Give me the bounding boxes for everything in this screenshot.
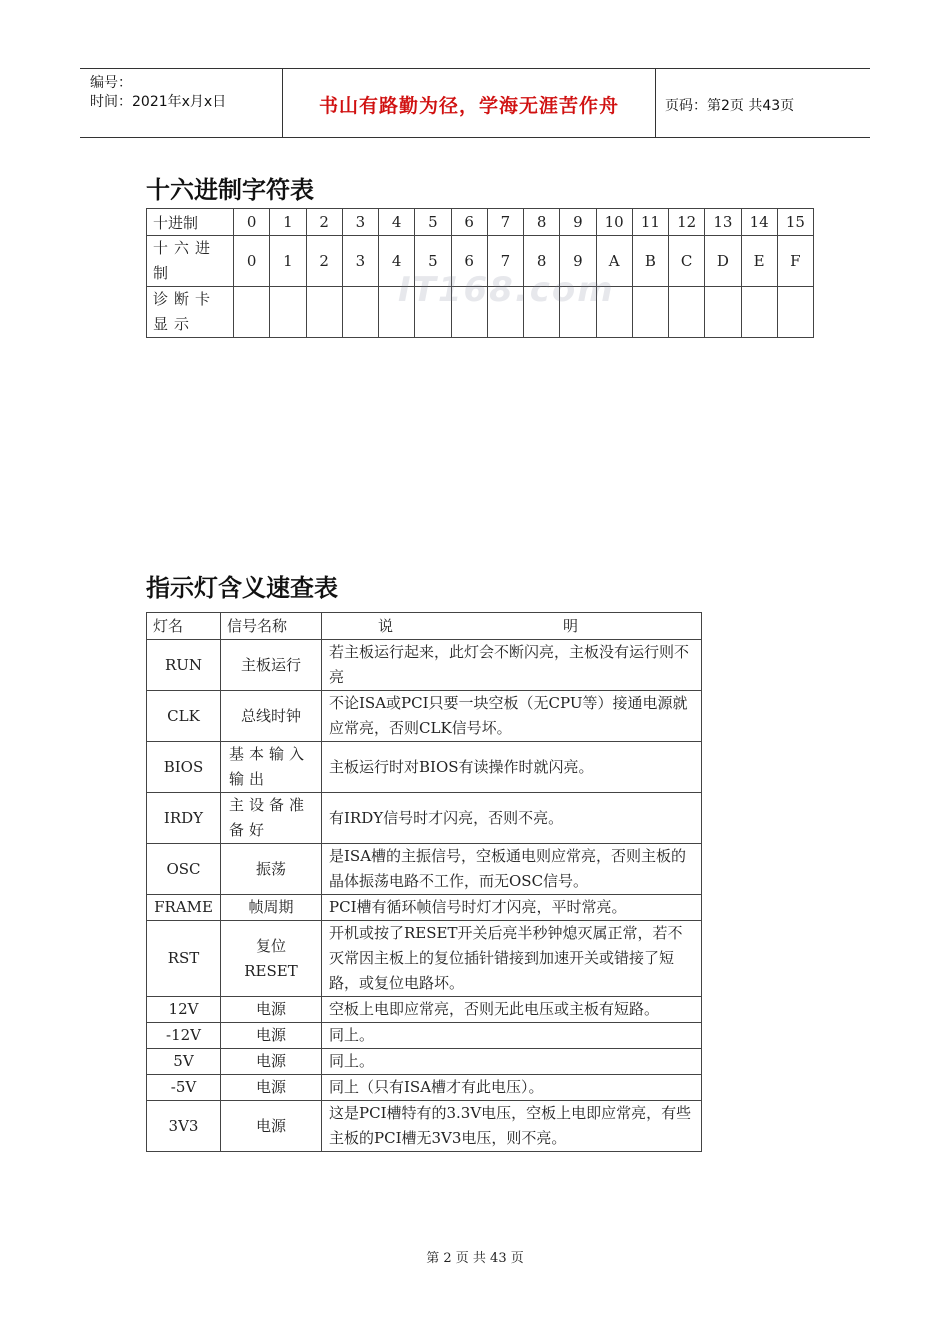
hex-table-title: 十六进制字符表	[146, 176, 314, 204]
led-desc: 是ISA槽的主振信号，空板通电则应常亮，否则主板的晶体振荡电路不工作，而无OSC信号。	[322, 844, 702, 895]
hex-cell: 9	[560, 236, 596, 287]
hex-cell: 5	[415, 236, 451, 287]
led-name: 5V	[147, 1049, 221, 1075]
led-signal: 电源	[221, 1101, 322, 1152]
hex-cell: 1	[270, 209, 306, 236]
led-signal: 主设备准备好	[221, 793, 322, 844]
led-row	[147, 921, 702, 997]
hex-cell: F	[777, 236, 813, 287]
led-row	[147, 640, 702, 691]
label-line: 制	[153, 264, 175, 282]
hex-cell: 0	[234, 236, 270, 287]
date-label: 时间：2021年x月x日	[90, 94, 227, 110]
hex-cell: A	[596, 236, 632, 287]
led-name: RST	[147, 921, 221, 997]
page-footer: 第 2 页 共 43 页	[426, 1251, 524, 1266]
hex-cell-empty	[741, 287, 777, 338]
hex-cell: 8	[524, 209, 560, 236]
label-line: 诊断卡	[153, 290, 217, 308]
led-name: BIOS	[147, 742, 221, 793]
hex-cell: 13	[705, 209, 741, 236]
hex-cell-empty	[270, 287, 306, 338]
row-label-decimal: 十进制	[147, 209, 234, 236]
led-signal: 电源	[221, 1075, 322, 1101]
led-name: FRAME	[147, 895, 221, 921]
hex-cell-empty	[342, 287, 378, 338]
led-desc: 同上（只有ISA槽才有此电压）。	[322, 1075, 702, 1101]
hex-cell: 2	[306, 209, 342, 236]
led-signal: 电源	[221, 1023, 322, 1049]
led-row	[147, 844, 702, 895]
led-name: -12V	[147, 1023, 221, 1049]
led-desc: PCI槽有循环帧信号时灯才闪亮，平时常亮。	[322, 895, 702, 921]
watermark: IT168.com	[398, 270, 615, 310]
label-line: 显示	[153, 315, 196, 333]
led-table-title: 指示灯含义速查表	[146, 574, 338, 602]
hex-cell: 14	[741, 209, 777, 236]
hex-cell: 4	[379, 209, 415, 236]
header-motto-cell	[282, 69, 656, 137]
led-name: IRDY	[147, 793, 221, 844]
header-desc-1: 说	[378, 616, 394, 635]
led-row	[147, 1049, 702, 1075]
led-desc: 主板运行时对BIOS有读操作时就闪亮。	[322, 742, 702, 793]
header-name: 灯名	[147, 613, 221, 640]
led-desc: 不论ISA或PCI只要一块空板（无CPU等）接通电源就应常亮，否则CLK信号坏。	[322, 691, 702, 742]
hex-cell-empty	[777, 287, 813, 338]
led-row	[147, 1023, 702, 1049]
hex-cell: 11	[632, 209, 668, 236]
hex-cell: 3	[342, 209, 378, 236]
hex-cell-empty	[234, 287, 270, 338]
led-row	[147, 793, 702, 844]
led-name: 3V3	[147, 1101, 221, 1152]
hex-cell: B	[632, 236, 668, 287]
led-name: 12V	[147, 997, 221, 1023]
led-signal: 电源	[221, 997, 322, 1023]
led-signal: 电源	[221, 1049, 322, 1075]
led-signal	[221, 921, 322, 997]
signal-line: 复位	[255, 936, 286, 955]
hex-row-decimal	[147, 209, 814, 236]
led-desc: 同上。	[322, 1023, 702, 1049]
hex-cell: D	[705, 236, 741, 287]
led-row	[147, 1075, 702, 1101]
hex-cell: 8	[524, 236, 560, 287]
hex-cell: 7	[487, 209, 523, 236]
hex-cell: 5	[415, 209, 451, 236]
led-signal: 主板运行	[221, 640, 322, 691]
led-signal: 帧周期	[221, 895, 322, 921]
row-label-diag	[147, 287, 234, 338]
led-desc: 空板上电即应常亮，否则无此电压或主板有短路。	[322, 997, 702, 1023]
motto-text: 书山有路勤为径，学海无涯苦作舟	[318, 95, 619, 117]
page-info: 页码：第2页 共43页	[665, 98, 795, 114]
led-signal: 基本输入输出	[221, 742, 322, 793]
header-desc	[322, 613, 702, 640]
led-row	[147, 691, 702, 742]
led-row	[147, 1101, 702, 1152]
led-table-header	[147, 613, 702, 640]
row-label-hex	[147, 236, 234, 287]
led-name: OSC	[147, 844, 221, 895]
hex-cell: 6	[451, 209, 487, 236]
hex-cell: 12	[669, 209, 705, 236]
header-signal: 信号名称	[221, 613, 322, 640]
hex-cell: 10	[596, 209, 632, 236]
header-page-cell	[655, 69, 870, 137]
hex-cell: E	[741, 236, 777, 287]
led-name: -5V	[147, 1075, 221, 1101]
hex-cell: 4	[379, 236, 415, 287]
hex-cell-empty	[306, 287, 342, 338]
hex-cell-empty	[669, 287, 705, 338]
led-row	[147, 742, 702, 793]
led-signal: 总线时钟	[221, 691, 322, 742]
led-meaning-table	[146, 612, 702, 1152]
led-row	[147, 997, 702, 1023]
led-desc: 有IRDY信号时才闪亮，否则不亮。	[322, 793, 702, 844]
led-desc: 若主板运行起来，此灯会不断闪亮，主板没有运行则不亮	[322, 640, 702, 691]
led-name: RUN	[147, 640, 221, 691]
led-signal: 振荡	[221, 844, 322, 895]
signal-line: RESET	[244, 961, 298, 980]
hex-cell: 2	[306, 236, 342, 287]
number-label: 编号：	[90, 75, 132, 91]
hex-cell: 9	[560, 209, 596, 236]
hex-cell-empty	[705, 287, 741, 338]
header-desc-2: 明	[563, 616, 579, 635]
header-meta-cell	[80, 69, 282, 137]
hex-cell: 15	[777, 209, 813, 236]
led-desc: 开机或按了RESET开关后亮半秒钟熄灭属正常，若不灭常因主板上的复位插针错接到加速开关或错接了短路，或复位电路坏。	[322, 921, 702, 997]
hex-cell: C	[669, 236, 705, 287]
hex-cell: 1	[270, 236, 306, 287]
label-line: 十六进	[153, 239, 217, 257]
hex-cell: 3	[342, 236, 378, 287]
hex-cell: 0	[234, 209, 270, 236]
hex-cell: 7	[487, 236, 523, 287]
led-desc: 同上。	[322, 1049, 702, 1075]
led-desc: 这是PCI槽特有的3.3V电压，空板上电即应常亮，有些主板的PCI槽无3V3电压，则不亮。	[322, 1101, 702, 1152]
hex-cell: 6	[451, 236, 487, 287]
page-header	[80, 68, 870, 138]
hex-cell-empty	[632, 287, 668, 338]
led-name: CLK	[147, 691, 221, 742]
led-row	[147, 895, 702, 921]
